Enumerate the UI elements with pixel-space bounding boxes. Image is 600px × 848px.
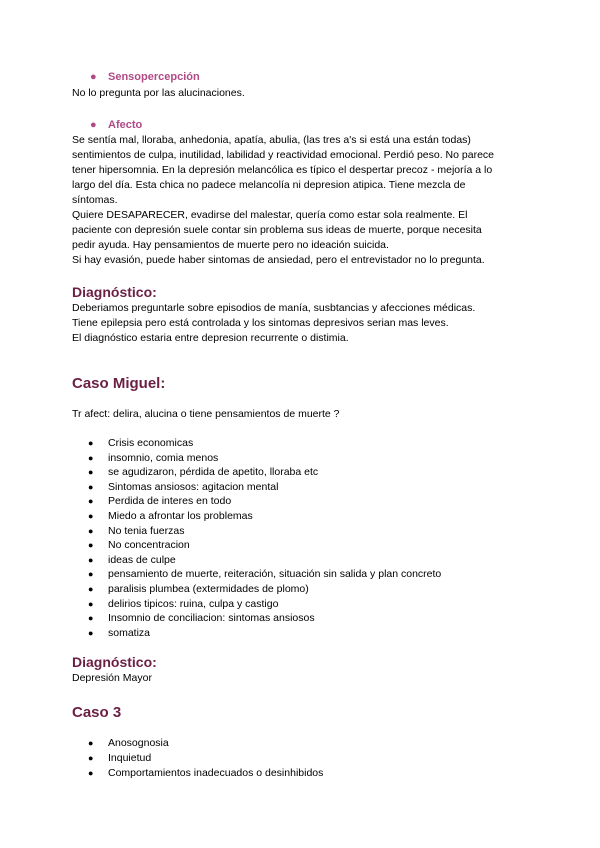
- bullet-icon: ●: [88, 613, 94, 624]
- paragraph-caso-miguel-intro: Tr afect: delira, alucina o tiene pensamientos de muerte ?: [72, 408, 340, 420]
- text-line: largo del día. Esta chica no padece melancolía ni depresion atipica. Tiene mezcla de: [72, 179, 466, 191]
- list-item: ● Inquietud: [88, 751, 152, 764]
- subheading-afecto-label: Afecto: [108, 119, 143, 131]
- bullet-icon: ●: [88, 496, 94, 507]
- bullet-icon: ●: [88, 738, 94, 749]
- subheading-sensopercepcion-label: Sensopercepción: [108, 71, 200, 83]
- list-item: ● Comportamientos inadecuados o desinhibidos: [88, 766, 324, 779]
- text-line: síntomas.: [72, 194, 118, 206]
- text-line: sentimientos de culpa, inutilidad, labilidad y reactividad emocional. Perdió peso. No parece: [72, 149, 494, 161]
- bullet-icon: ●: [88, 752, 94, 763]
- text-line: El diagnóstico estaria entre depresion recurrente o distimia.: [72, 332, 349, 344]
- bullet-icon: ●: [88, 569, 94, 580]
- list-item: ● paralisis plumbea (extermidades de plomo): [88, 582, 309, 595]
- list-item: ● Crisis economicas: [88, 437, 194, 449]
- paragraph-sensopercepcion: No lo pregunta por las alucinaciones.: [72, 87, 245, 99]
- text-line: Quiere DESAPARECER, evadirse del malestar, quería como estar sola realmente. El: [72, 209, 468, 221]
- bullet-icon: ●: [88, 540, 94, 551]
- bullet-icon: ●: [90, 119, 97, 131]
- bullet-icon: ●: [88, 627, 94, 638]
- list-item: ● ideas de culpe: [88, 553, 176, 566]
- bullet-icon: ●: [88, 452, 94, 463]
- list-item: ● Perdida de interes en todo: [88, 495, 232, 508]
- list-item: ● pensamiento de muerte, reiteración, situación sin salida y plan concreto: [88, 568, 442, 581]
- list-caso-miguel: [72, 436, 532, 640]
- list-caso-3: [72, 736, 532, 780]
- bullet-icon: ●: [88, 767, 94, 778]
- list-item: ● No tenia fuerzas: [88, 524, 185, 537]
- paragraph-diagnostico-2: Depresión Mayor: [72, 672, 152, 685]
- list-item: ● Miedo a afrontar los problemas: [88, 509, 253, 522]
- text-line: Deberiamos preguntarle sobre episodios de manía, susbtancias y afecciones médicas.: [72, 302, 476, 314]
- bullet-icon: ●: [90, 71, 97, 83]
- document-page: [72, 70, 532, 780]
- text-line: Se sentía mal, lloraba, anhedonia, apatía, abulia, (las tres a's si está una están todas): [72, 134, 471, 146]
- subheading-afecto: [72, 118, 532, 132]
- list-item: ● No concentracion: [88, 539, 190, 552]
- subheading-sensopercepcion: [72, 70, 532, 84]
- bullet-icon: ●: [88, 467, 94, 478]
- text-line: Tiene epilepsia pero está controlada y los sintomas depresivos serian mas leves.: [72, 317, 449, 329]
- heading-diagnostico-2: Diagnóstico:: [72, 654, 157, 671]
- bullet-icon: ●: [88, 554, 94, 565]
- list-item: ● se agudizaron, pérdida de apetito, lloraba etc: [88, 466, 319, 479]
- list-item: ● delirios tipicos: ruina, culpa y castigo: [88, 597, 279, 610]
- bullet-icon: ●: [88, 598, 94, 609]
- bullet-icon: ●: [88, 583, 94, 594]
- text-line: pedir ayuda. Hay pensamientos de muerte pero no ideación suicida.: [72, 239, 389, 251]
- heading-caso-3: Caso 3: [72, 704, 122, 722]
- bullet-icon: ●: [88, 510, 94, 521]
- paragraph-afecto: [72, 133, 532, 268]
- heading-caso-miguel: Caso Miguel:: [72, 375, 166, 392]
- heading-diagnostico-1: Diagnóstico:: [72, 284, 157, 300]
- list-item: ● Insomnio de conciliacion: sintomas ansiosos: [88, 612, 315, 625]
- list-item: ● Anosognosia: [88, 737, 169, 750]
- bullet-icon: ●: [88, 481, 94, 492]
- bullet-icon: ●: [88, 438, 94, 448]
- bullet-icon: ●: [88, 525, 94, 536]
- paragraph-diagnostico-1: [72, 301, 532, 346]
- list-item: ● insomnio, comia menos: [88, 451, 219, 464]
- list-item: ● somatiza: [88, 626, 151, 639]
- text-line: paciente con depresión suele contar sin problema sus ideas de muerte, porque necesita: [72, 224, 482, 236]
- text-line: tener hipersomnia. En la depresión melancólica es típico el despertar precoz - mejoría a lo: [72, 164, 493, 176]
- list-item: ● Sintomas ansiosos: agitacion mental: [88, 480, 279, 493]
- text-line: Si hay evasión, puede haber sintomas de ansiedad, pero el entrevistador no lo pregunta.: [72, 254, 485, 266]
